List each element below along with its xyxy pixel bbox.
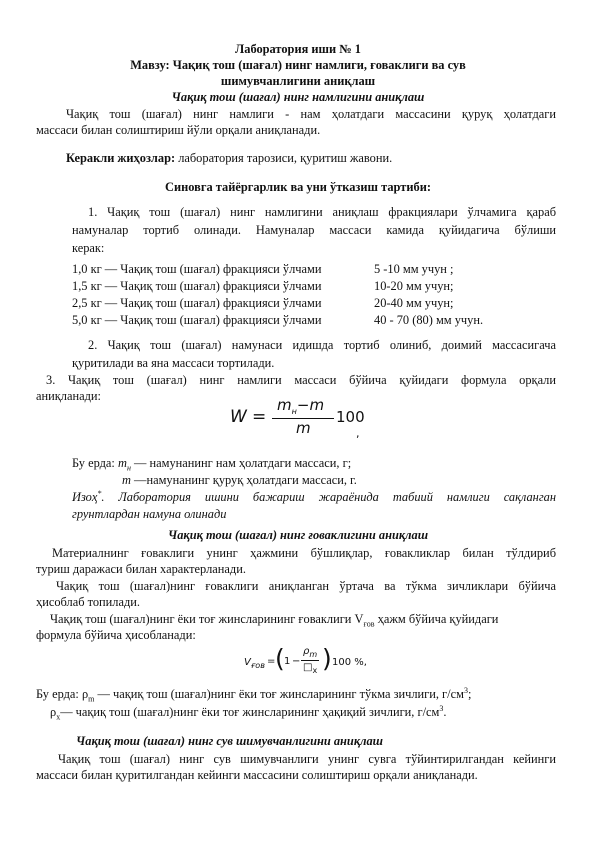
formula2-equals: = bbox=[267, 656, 276, 667]
sec2-p3-line-1: Чақиқ тош (шағал)нинг ёки тоғ жинсларининг ғоваклиги $V_{ғов}$ ҳажм бўйича қуйидаги bbox=[50, 612, 499, 629]
subject-line-2: шимувчанлигини аниқлаш bbox=[220, 74, 376, 88]
sample-mass-1: 1,0 кг — Чақиқ тош (шағал) фракцияси ўлчами bbox=[72, 262, 322, 276]
section-2-heading: Чақиқ тош (шағал) нинг ғоваклигини аниқлаш bbox=[167, 528, 429, 542]
subject-line-1: Мавзу: Чақиқ тош (шағал) нинг намлиги, ғоваклиги ва сув bbox=[130, 58, 466, 72]
step-1-line-3: керак: bbox=[72, 241, 105, 255]
sec2-p3-line-2: формула бўйича ҳисобланади: bbox=[36, 628, 196, 642]
sec1-paragraph-line-2: массаси билан солиштириш йўли орқали аниқланади. bbox=[36, 123, 321, 137]
equipment-label: Керакли жиҳозлар: bbox=[66, 151, 176, 165]
step-1-line-1: 1. Чақиқ тош (шағал) нинг намлигини аниқлаш фракциялари ўлчамига қараб bbox=[88, 205, 556, 219]
step-2-line-1: 2. Чақиқ тош (шағал) намунаси идишда тортиб олиниб, доимий массасигача bbox=[88, 338, 556, 352]
formula-lhs: W bbox=[230, 407, 247, 427]
step-2-line-2: қуритилади ва яна массаси тортилади. bbox=[72, 356, 275, 370]
formula2-numerator: $\rho_m$ bbox=[303, 646, 318, 659]
step-3-line-1: 3. Чақиқ тош (шағал) нинг намлиги массаси бўйича қуйидаги формула орқали bbox=[46, 373, 556, 387]
step-3-line-2: аниқланади: bbox=[36, 389, 101, 403]
sec2-p2-line-1: Чақиқ тош (шағал)нинг ғоваклиги аниқланган ўртача ва тўкма зичликлари бўйича bbox=[56, 579, 556, 593]
where-line-3: Бу ерда: $\rho_m$ — чақиқ тош (шағал)нинг ёки тоғ жинсларининг тўкма зичлиги, $г/см^3$; bbox=[36, 685, 472, 704]
equipment-line bbox=[66, 151, 392, 167]
moisture-formula bbox=[230, 398, 370, 444]
sample-size-3: 20-40 мм учун; bbox=[374, 296, 454, 310]
formula-numerator: $m_н-m$ bbox=[277, 396, 325, 416]
sec3-p1-line-2: массаси билан қуритилгандан кейинги массасини солиштириш орқали аниқланади. bbox=[36, 768, 478, 782]
formula2-left-paren: ( bbox=[275, 644, 285, 673]
porosity-formula bbox=[244, 644, 384, 680]
note-line-2: грунтлардан намуна олинади bbox=[72, 507, 227, 521]
where-line-1: Бу ерда: $m_н$ — намунанинг нам ҳолатдаги массаси, г; bbox=[72, 456, 352, 473]
sec1-paragraph-line-1: Чақиқ тош (шағал) нинг намлиги - нам ҳолатдаги массасини қуруқ ҳолатдаги bbox=[66, 107, 556, 121]
equipment-text: лаборатория тарозиси, қуритиш жавони. bbox=[175, 151, 393, 165]
where-line-2: m —намунанинг қуруқ ҳолатдаги массаси, г. bbox=[122, 473, 357, 487]
formula-factor: 100 bbox=[336, 408, 365, 426]
procedure-heading: Синовга тайёргарлик ва уни ўтказиш тартиби: bbox=[165, 180, 431, 194]
formula-denominator: m bbox=[296, 419, 311, 437]
formula2-one: 1 bbox=[284, 656, 291, 667]
sec2-p1-line-2: туриш даражаси билан характерланади. bbox=[36, 562, 246, 576]
formula2-tail: 100 %, bbox=[332, 657, 367, 668]
formula2-denominator: $□_х$ bbox=[303, 662, 318, 675]
section-1-heading: Чақиқ тош (шағал) нинг намлигини аниқлаш bbox=[171, 90, 425, 104]
lab-title: Лаборатория иши № 1 bbox=[235, 42, 361, 56]
formula2-minus: − bbox=[292, 656, 301, 667]
note-line-1: Изоҳ*. Лаборатория ишини бажариш жараёнида табиий намлиги сақланган bbox=[72, 488, 556, 504]
sample-mass-4: 5,0 кг — Чақиқ тош (шағал) фракцияси ўлчами bbox=[72, 313, 322, 327]
step-1-line-2: намуналар тортиб олинади. Намуналар массаси камида қуйидагича бўлиши bbox=[72, 223, 556, 237]
section-3-heading: Чақиқ тош (шағал) нинг сув шимувчанлигини аниқлаш bbox=[76, 734, 383, 748]
formula2-right-paren: ) bbox=[322, 644, 332, 673]
sample-size-1: 5 -10 мм учун ; bbox=[374, 262, 454, 276]
formula2-lhs: $V_{ғов}$ bbox=[244, 657, 265, 670]
formula-tail: , bbox=[356, 427, 360, 440]
sample-size-2: 10-20 мм учун; bbox=[374, 279, 454, 293]
sample-mass-2: 1,5 кг — Чақиқ тош (шағал) фракцияси ўлчами bbox=[72, 279, 322, 293]
sec3-p1-line-1: Чақиқ тош (шағал) нинг сув шимувчанлиги унинг сувга тўйинтирилгандан кейинги bbox=[58, 752, 556, 766]
sec2-p1-line-1: Материалнинг ғоваклиги унинг ҳажмини бўшлиқлар, ғовакликлар билан тўлдириб bbox=[52, 546, 556, 560]
sample-size-4: 40 - 70 (80) мм учун. bbox=[374, 313, 484, 327]
formula-equals: = bbox=[252, 407, 267, 427]
sec2-p2-line-2: ҳисоблаб топилади. bbox=[36, 595, 141, 609]
sample-mass-3: 2,5 кг — Чақиқ тош (шағал) фракцияси ўлчами bbox=[72, 296, 322, 310]
where-line-4: $\rho_х—$ чақиқ тош (шағал)нинг ёки тоғ жинсларининг ҳақиқий зичлиги, $г/см^3$. bbox=[50, 703, 447, 722]
